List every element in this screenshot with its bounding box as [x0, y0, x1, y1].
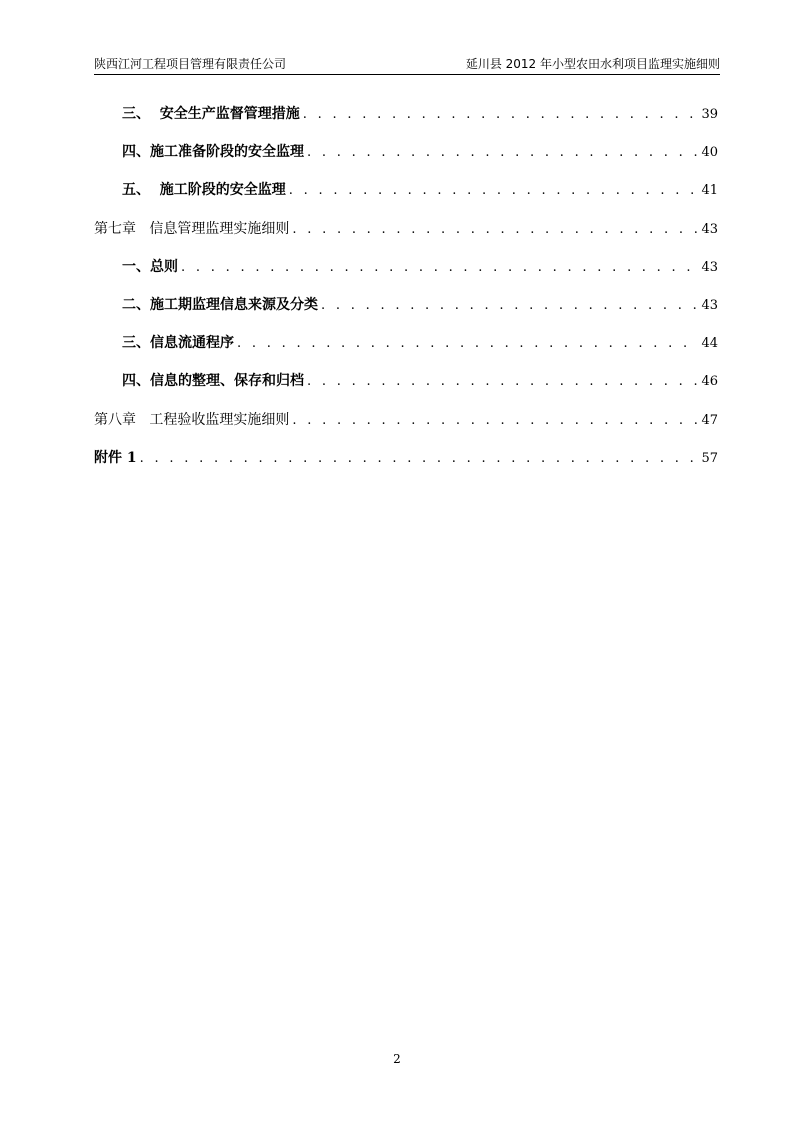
toc-dot-leader — [307, 143, 698, 163]
toc-entry-title: 三、信息流通程序 — [122, 335, 234, 352]
toc-entry-page: 43 — [701, 221, 718, 237]
toc-entry-title: 二、施工期监理信息来源及分类 — [122, 296, 318, 313]
toc-dot-leader — [237, 334, 698, 354]
toc-dot-leader — [181, 258, 698, 278]
toc-entry-page: 39 — [701, 107, 718, 122]
toc-entry-appendix[interactable] — [94, 448, 718, 486]
toc-entry-chapter[interactable] — [94, 410, 718, 448]
toc-entry[interactable] — [94, 257, 718, 295]
toc-entry-page: 43 — [701, 297, 718, 313]
toc-entry-page: 44 — [701, 336, 718, 352]
table-of-contents — [94, 104, 718, 486]
toc-entry[interactable] — [94, 333, 718, 371]
toc-entry-title: 第七章 信息管理监理实施细则 — [94, 220, 290, 237]
toc-entry-chapter[interactable] — [94, 219, 718, 257]
toc-dot-leader — [289, 181, 699, 201]
toc-entry-title: 一、总则 — [122, 258, 178, 275]
toc-entry-title: 五、 施工阶段的安全监理 — [122, 182, 286, 199]
toc-entry-page: 40 — [701, 145, 718, 161]
page-header — [94, 56, 720, 75]
toc-dot-leader — [140, 449, 699, 469]
toc-entry-page: 57 — [701, 450, 718, 466]
toc-entry[interactable] — [94, 295, 718, 333]
toc-dot-leader — [292, 220, 698, 240]
toc-entry-page: 46 — [701, 374, 718, 390]
toc-entry-page: 43 — [701, 259, 718, 275]
toc-entry[interactable] — [94, 104, 718, 142]
toc-dot-leader — [303, 105, 699, 125]
header-company-name: 陕西江河工程项目管理有限责任公司 — [94, 57, 287, 71]
toc-entry-title: 第八章 工程验收监理实施细则 — [94, 411, 290, 428]
toc-entry-page: 41 — [701, 183, 718, 199]
toc-entry-title: 四、施工准备阶段的安全监理 — [122, 144, 304, 161]
toc-entry[interactable] — [94, 371, 718, 409]
toc-entry-title: 三、 安全生产监督管理措施 — [122, 106, 300, 122]
toc-dot-leader — [292, 411, 698, 431]
header-document-title: 延川县 2012 年小型农田水利项目监理实施细则 — [465, 57, 720, 71]
toc-entry-title: 四、信息的整理、保存和归档 — [122, 373, 304, 390]
toc-entry[interactable] — [94, 180, 718, 218]
toc-entry-title: 附件 1 — [94, 449, 137, 466]
toc-dot-leader — [321, 296, 698, 316]
toc-entry[interactable] — [94, 142, 718, 180]
toc-entry-page: 47 — [701, 412, 718, 428]
page-number: 2 — [393, 1052, 401, 1066]
toc-dot-leader — [307, 372, 698, 392]
